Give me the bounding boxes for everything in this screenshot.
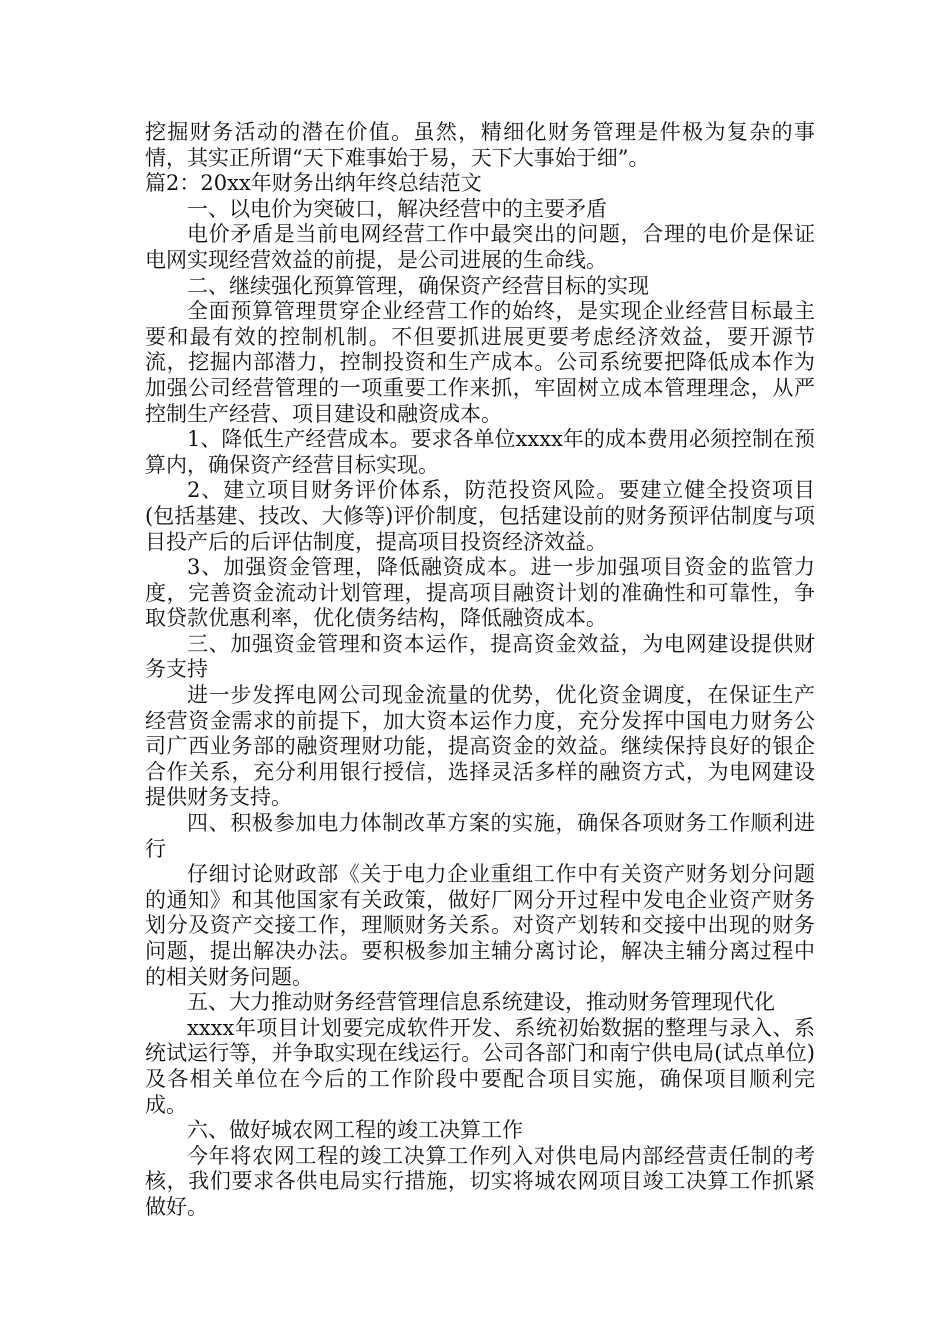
paragraph-4: 进一步发挥电网公司现金流量的优势，优化资金调度，在保证生产经营资金需求的前提下，加大资本运作力度，充分发挥中国电力财务公司广西业务部的融资理财功能，提高资金的效益。继续保持良好的银企合作关系，充分利用银行授信，选择灵活多样的融资方式，为电网建设提供财务支持。 — [145, 683, 815, 810]
paragraph-1: 挖掘财务活动的潜在价值。虽然，精细化财务管理是件极为复杂的事情，其实正所谓“天下难事始于易，天下大事始于细”。 — [145, 120, 815, 170]
heading-5: 五、大力推动财务经营管理信息系统建设，推动财务管理现代化 — [187, 990, 775, 1015]
paragraph-5: 仔细讨论财政部《关于电力企业重组工作中有关资产财务划分问题的通知》和其他国家有关政策，做好厂网分开过程中发电企业资产财务划分及资产交接工作，理顺财务关系。对资产划转和交接中出现的财务问题，提出解决办法。要积极参加主辅分离讨论，解决主辅分离过程中的相关财务问题。 — [145, 862, 815, 989]
list-item-2: 2、建立项目财务评价体系，防范投资风险。要建立健全投资项目(包括基建、技改、大修等)评价制度，包括建设前的财务预评估制度与项目投产后的后评估制度，提高项目投资经济效益。 — [145, 478, 815, 554]
list-item-1: 1、降低生产经营成本。要求各单位xxxx年的成本费用必须控制在预算内，确保资产经营目标实现。 — [145, 427, 815, 477]
heading-1: 一、以电价为突破口，解决经营中的主要矛盾 — [187, 196, 607, 221]
list-item-3: 3、加强资金管理，降低融资成本。进一步加强项目资金的监管力度，完善资金流动计划管理，提高项目融资计划的准确性和可靠性，争取贷款优惠利率，优化债务结构，降低融资成本。 — [145, 555, 815, 631]
paragraph-3: 全面预算管理贯穿企业经营工作的始终，是实现企业经营目标最主要和最有效的控制机制。不但要抓进展更要考虑经济效益，要开源节流，挖掘内部潜力，控制投资和生产成本。公司系统要把降低成本作为加强公司经营管理的一项重要工作来抓，牢固树立成本管理理念，从严控制生产经营、项目建设和融资成本。 — [145, 299, 815, 426]
paragraph-6: xxxx年项目计划要完成软件开发、系统初始数据的整理与录入、系统试运行等，并争取实现在线运行。公司各部门和南宁供电局(试点单位)及各相关单位在今后的工作阶段中要配合项目实施，确保项目顺利完成。 — [145, 1015, 815, 1117]
paragraph-2: 电价矛盾是当前电网经营工作中最突出的问题，合理的电价是保证电网实现经营效益的前提，是公司进展的生命线。 — [145, 222, 815, 272]
heading-3: 三、加强资金管理和资本运作，提高资金效益，为电网建设提供财务支持 — [145, 631, 815, 682]
document-body — [145, 120, 815, 1221]
heading-2: 二、继续强化预算管理，确保资产经营目标的实现 — [187, 273, 649, 298]
paragraph-7: 今年将农网工程的竣工决算工作列入对供电局内部经营责任制的考核，我们要求各供电局实行措施，切实将城农网项目竣工决算工作抓紧做好。 — [145, 1143, 815, 1219]
section-title-article-2: 篇2：20xx年财务出纳年终总结范文 — [145, 171, 482, 196]
heading-4: 四、积极参加电力体制改革方案的实施，确保各项财务工作顺利进行 — [145, 811, 815, 861]
heading-6: 六、做好城农网工程的竣工决算工作 — [187, 1118, 523, 1143]
